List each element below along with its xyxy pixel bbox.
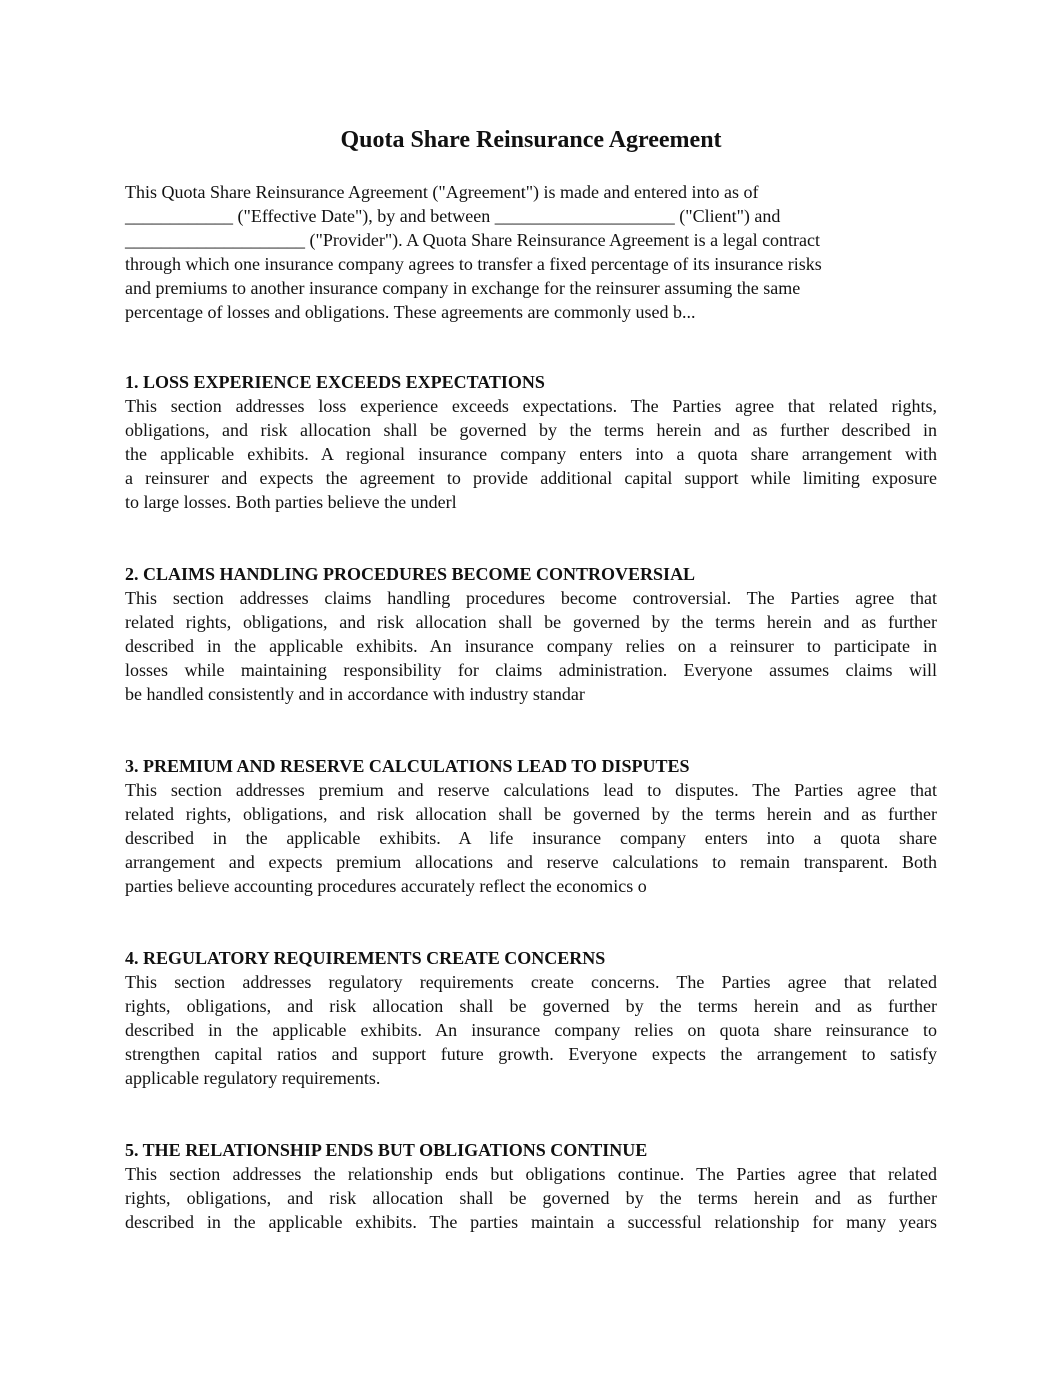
section-heading: 1. LOSS EXPERIENCE EXCEEDS EXPECTATIONS xyxy=(125,372,545,392)
body-line: related rights, obligations, and risk allocation shall be governed by the terms herein and as further xyxy=(125,804,937,824)
document-title: Quota Share Reinsurance Agreement xyxy=(340,127,722,153)
section-body xyxy=(125,970,937,1090)
section-3 xyxy=(125,754,937,898)
intro-line: ____________ ("Effective Date"), by and between ____________________ ("Client") and xyxy=(125,206,781,226)
body-line: be handled consistently and in accordance with industry standar xyxy=(125,684,585,704)
section-body xyxy=(125,1162,937,1234)
section-body xyxy=(125,394,937,514)
intro-line: ____________________ ("Provider"). A Quota Share Reinsurance Agreement is a legal contract xyxy=(125,230,821,250)
body-line: This section addresses claims handling procedures become controversial. The Parties agree that xyxy=(125,588,937,608)
body-line: losses while maintaining responsibility for claims administration. Everyone assumes claims will xyxy=(125,660,937,680)
body-line: arrangement and expects premium allocations and reserve calculations to remain transparent. Both xyxy=(125,852,937,872)
body-line: described in the applicable exhibits. An insurance company relies on quota share reinsurance to xyxy=(125,1020,937,1040)
section-body xyxy=(125,778,937,898)
intro-line: through which one insurance company agrees to transfer a fixed percentage of its insurance risks xyxy=(125,254,822,274)
section-heading: 4. REGULATORY REQUIREMENTS CREATE CONCERNS xyxy=(125,948,606,968)
body-line: This section addresses loss experience exceeds expectations. The Parties agree that related rights, xyxy=(125,396,937,416)
body-line: strengthen capital ratios and support future growth. Everyone expects the arrangement to satisfy xyxy=(125,1044,937,1064)
body-line: This section addresses premium and reserve calculations lead to disputes. The Parties agree that xyxy=(125,780,937,800)
body-line: described in the applicable exhibits. The parties maintain a successful relationship for many years xyxy=(125,1212,937,1232)
body-line: the applicable exhibits. A regional insurance company enters into a quota share arrangement with xyxy=(125,444,937,464)
section-2 xyxy=(125,562,937,706)
section-body xyxy=(125,586,937,706)
section-heading: 2. CLAIMS HANDLING PROCEDURES BECOME CONTROVERSIAL xyxy=(125,564,696,584)
section-heading: 5. THE RELATIONSHIP ENDS BUT OBLIGATIONS CONTINUE xyxy=(125,1140,648,1160)
body-line: This section addresses the relationship ends but obligations continue. The Parties agree that related xyxy=(125,1164,937,1184)
intro-line: percentage of losses and obligations. These agreements are commonly used b... xyxy=(125,302,696,322)
body-line: described in the applicable exhibits. An insurance company relies on a reinsurer to participate in xyxy=(125,636,937,656)
body-line: This section addresses regulatory requirements create concerns. The Parties agree that related xyxy=(125,972,937,992)
intro-line: This Quota Share Reinsurance Agreement ("Agreement") is made and entered into as of xyxy=(125,182,759,202)
section-heading: 3. PREMIUM AND RESERVE CALCULATIONS LEAD TO DISPUTES xyxy=(125,756,690,776)
body-line: described in the applicable exhibits. A life insurance company enters into a quota share xyxy=(125,828,937,848)
body-line: obligations, and risk allocation shall be governed by the terms herein and as further described in xyxy=(125,420,937,440)
body-line: parties believe accounting procedures accurately reflect the economics o xyxy=(125,876,647,896)
body-line: related rights, obligations, and risk allocation shall be governed by the terms herein and as further xyxy=(125,612,937,632)
section-4 xyxy=(125,946,937,1090)
intro-line: and premiums to another insurance company in exchange for the reinsurer assuming the same xyxy=(125,278,801,298)
body-line: a reinsurer and expects the agreement to provide additional capital support while limiting exposure xyxy=(125,468,937,488)
section-5 xyxy=(125,1138,937,1234)
section-1 xyxy=(125,370,937,514)
body-line: to large losses. Both parties believe the underl xyxy=(125,492,457,512)
body-line: rights, obligations, and risk allocation shall be governed by the terms herein and as further xyxy=(125,996,937,1016)
body-line: rights, obligations, and risk allocation shall be governed by the terms herein and as further xyxy=(125,1188,937,1208)
intro-paragraph xyxy=(125,180,937,324)
body-line: applicable regulatory requirements. xyxy=(125,1068,381,1088)
